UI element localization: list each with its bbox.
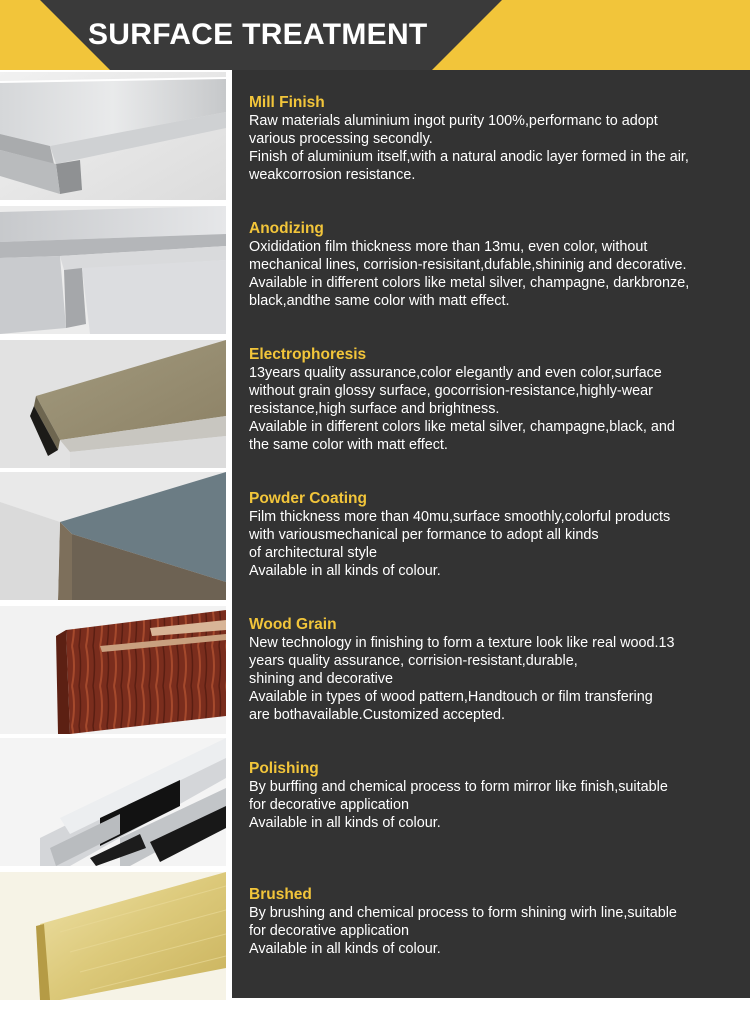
section-title: Anodizing: [249, 220, 324, 237]
section-text-line: shining and decorative: [249, 671, 394, 687]
section-title: Polishing: [249, 760, 319, 777]
wood-grain-image: [0, 606, 226, 734]
section-title: Powder Coating: [249, 490, 367, 507]
header-banner: [0, 0, 750, 70]
section-title: Brushed: [249, 886, 312, 903]
section-text-line: the same color with matt effect.: [249, 437, 448, 453]
section-text-line: for decorative application: [249, 923, 409, 939]
section-text-line: Available in types of wood pattern,Handtouch or film transfering: [249, 689, 653, 705]
anodized-aluminium-profile-icon: [0, 206, 226, 334]
section-text-line: Oxididation film thickness more than 13mu, even color, without: [249, 239, 648, 255]
section-text-line: Available in all kinds of colour.: [249, 563, 441, 579]
section-text-line: without grain glossy surface, gocorrision-resistance,highly-wear: [249, 383, 653, 399]
mill-finish-aluminium-profile-icon: [0, 72, 226, 200]
section-text-line: of architectural style: [249, 545, 377, 561]
section-text-line: 13years quality assurance,color elegantly and even color,surface: [249, 365, 662, 381]
electrophoresis-image: [0, 340, 226, 468]
polishing-image: [0, 738, 226, 866]
section-text-line: weakcorrosion resistance.: [249, 167, 416, 183]
anodizing-image: [0, 206, 226, 334]
section-polishing: [249, 760, 747, 832]
section-title: Electrophoresis: [249, 346, 367, 363]
page-title: SURFACE TREATMENT: [88, 18, 428, 51]
powder-coated-aluminium-profile-icon: [0, 472, 226, 600]
section-title: Wood Grain: [249, 616, 337, 633]
brushed-gold-aluminium-profile-icon: [0, 872, 226, 1000]
powder-coating-image: [0, 472, 226, 600]
section-brushed: [249, 886, 747, 958]
section-text-line: Available in all kinds of colour.: [249, 941, 441, 957]
section-text-line: By burffing and chemical process to form mirror like finish,suitable: [249, 779, 668, 795]
electrophoresis-aluminium-profile-icon: [0, 340, 226, 468]
section-text-line: various processing secondly.: [249, 131, 433, 147]
section-text-line: Finish of aluminium itself,with a natural anodic layer formed in the air,: [249, 149, 689, 165]
section-text-line: Available in all kinds of colour.: [249, 815, 441, 831]
section-text-line: Raw materials aluminium ingot purity 100%,performanc to adopt: [249, 113, 658, 129]
brushed-image: [0, 872, 226, 1000]
section-text-line: By brushing and chemical process to form shining wirh line,suitable: [249, 905, 677, 921]
wood-grain-aluminium-profile-icon: [0, 606, 226, 734]
polished-aluminium-profiles-icon: [0, 738, 226, 866]
section-wood-grain: [249, 616, 747, 724]
section-title: Mill Finish: [249, 94, 325, 111]
section-anodizing: [249, 220, 747, 310]
section-text-line: resistance,high surface and brightness.: [249, 401, 500, 417]
section-text-line: New technology in finishing to form a texture look like real wood.13: [249, 635, 675, 651]
section-text-line: with variousmechanical per formance to adopt all kinds: [249, 527, 599, 543]
section-text-line: years quality assurance, corrision-resistant,durable,: [249, 653, 578, 669]
section-text-line: Available in different colors like metal silver, champagne,black, and: [249, 419, 675, 435]
product-image-column: [0, 70, 232, 1004]
section-text-line: black,andthe same color with matt effect.: [249, 293, 510, 309]
section-text-line: for decorative application: [249, 797, 409, 813]
mill-finish-image: [0, 72, 226, 200]
section-text-line: mechanical lines, corrision-resisitant,dufable,shininig and decorative.: [249, 257, 687, 273]
section-electrophoresis: [249, 346, 747, 454]
section-powder-coating: [249, 490, 747, 580]
section-text-line: Film thickness more than 40mu,surface smoothly,colorful products: [249, 509, 671, 525]
section-text-line: are bothavailable.Customized accepted.: [249, 707, 505, 723]
section-mill-finish: [249, 94, 747, 184]
section-text-line: Available in different colors like metal silver, champagne, darkbronze,: [249, 275, 690, 291]
description-panel: [232, 70, 750, 998]
